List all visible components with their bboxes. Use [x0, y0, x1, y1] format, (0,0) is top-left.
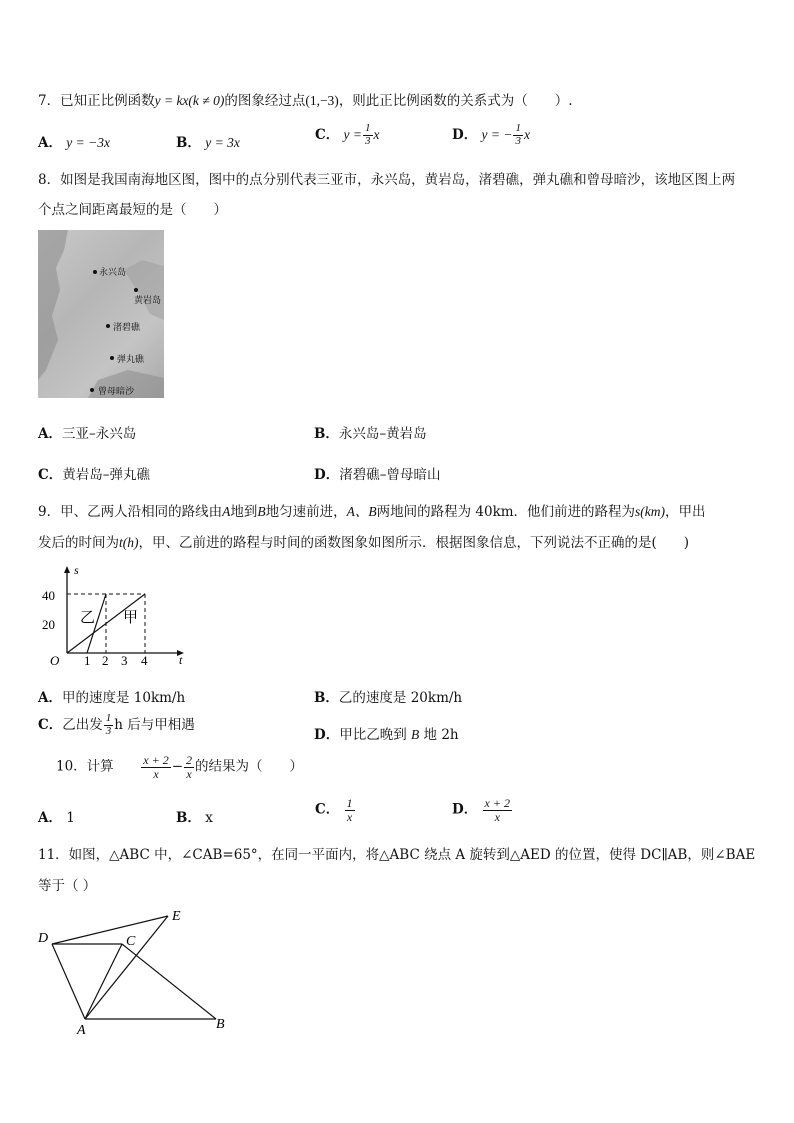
- graph-series-jia: 甲: [123, 610, 139, 626]
- q8-option-b-text: 永兴岛–黄岩岛: [338, 426, 427, 442]
- q9-option-d-var: B: [411, 727, 420, 742]
- q7-option-d-post: x: [523, 127, 530, 142]
- map-label-zengmu: 曾母暗沙: [98, 387, 135, 397]
- q9-stem-line2: [38, 531, 689, 551]
- q9-option-c-label: C．: [38, 717, 63, 733]
- q9-var-ab: A、B: [346, 504, 377, 519]
- q7-option-d-pre: y = −: [481, 127, 513, 142]
- q9-option-a-text: 甲的速度是 10km/h: [61, 690, 186, 706]
- q8-option-b: [314, 422, 427, 442]
- q10-stem: [56, 754, 303, 780]
- q10-option-b: [176, 806, 213, 826]
- q7-option-d-den: 3: [515, 135, 521, 147]
- q10-frac2-den: x: [186, 766, 192, 781]
- figure-label-e: E: [172, 909, 181, 924]
- map-label-huangyan: 黄岩岛: [134, 296, 162, 306]
- q7-option-c-pre: y =: [343, 127, 363, 142]
- graph-y-tick-40: 40: [42, 588, 55, 603]
- graph-y-tick-20: 20: [42, 617, 55, 632]
- figure-label-b: B: [216, 1017, 225, 1032]
- distance-time-graph: [38, 562, 188, 668]
- q9-option-d-label: D．: [314, 727, 340, 743]
- q8-option-d: [314, 463, 440, 483]
- q8-option-b-label: B．: [314, 426, 339, 442]
- rotation-triangle-figure: [30, 902, 240, 1036]
- q11-stem-line1: 11．如图，△ABC 中，∠CAB=65°，在同一平面内，将△ABC 绕点 A 旋转到△AED 的位置，使得 DC∥AB，则∠BAE: [38, 847, 756, 863]
- q7-option-b-expr: y = 3x: [205, 135, 240, 150]
- q7-option-c-fraction: [363, 123, 373, 147]
- q10-option-c-den: x: [346, 809, 353, 824]
- q7-option-d-num: 1: [515, 122, 521, 135]
- q7-stem-text-b: 的图象经过点: [224, 93, 306, 109]
- q9-text-h: ，甲、乙前进的路程与时间的函数图象如图所示．根据图象信息，下列说法不正确的是( ): [138, 535, 690, 551]
- q7-option-c: [315, 123, 380, 148]
- q8-option-c-label: C．: [38, 467, 63, 483]
- q10-option-b-label: B．: [176, 810, 201, 826]
- q10-frac2-num: 2: [186, 753, 193, 767]
- q9-option-d-post: 地 2h: [419, 727, 459, 743]
- figure-label-d: D: [38, 931, 49, 946]
- q8-option-c-text: 黄岩岛–弹丸礁: [62, 467, 150, 483]
- q9-option-c: [38, 713, 195, 738]
- q9-text-b: 地到: [230, 504, 258, 520]
- q7-option-d-label: D．: [452, 127, 478, 143]
- q8-stem-line1: 8．如图是我国南海地区图，图中的点分别代表三亚市，永兴岛，黄岩岛，渚碧礁，弹丸礁和曾母暗沙，该地区图上两: [38, 172, 736, 188]
- q9-stem-line1: [38, 500, 706, 520]
- q7-option-d: [452, 123, 530, 148]
- q10-fraction-2: [184, 754, 194, 780]
- map-label-zhubi: 渚碧礁: [113, 323, 141, 333]
- q8-option-d-text: 渚碧礁–曾母暗山: [339, 467, 441, 483]
- q10-option-c-num: 1: [346, 796, 353, 810]
- q10-option-d-label: D．: [452, 801, 478, 818]
- q7-stem-text-a: 7．已知正比例函数: [38, 93, 155, 109]
- map-label-danwan: 弹丸礁: [117, 355, 145, 365]
- q7-option-a: [38, 131, 110, 151]
- q9-option-a: [38, 686, 185, 706]
- graph-x-tick-3: 3: [121, 653, 128, 668]
- q9-text-e: 两地间的路程为 40km．他们前进的路程为: [376, 504, 636, 520]
- q9-option-c-fraction: [104, 713, 114, 737]
- q8-option-d-label: D．: [314, 467, 340, 483]
- q10-option-d-fraction: [483, 797, 512, 823]
- q8-option-a: [38, 422, 136, 442]
- graph-origin-label: O: [50, 653, 60, 668]
- graph-x-tick-1: 1: [84, 653, 91, 668]
- q9-option-c-den: 3: [105, 725, 112, 737]
- q9-option-b: [314, 686, 462, 706]
- q9-option-c-pre: 乙出发: [62, 717, 103, 733]
- q10-frac1-num: x + 2: [143, 753, 169, 767]
- q9-option-b-text: 乙的速度是 20km/h: [338, 690, 463, 706]
- q10-option-c-label: C．: [315, 801, 340, 818]
- q9-var-b: B: [257, 504, 266, 519]
- q10-option-c: [315, 797, 356, 823]
- q8-option-a-label: A．: [38, 426, 62, 442]
- q8-stem-line2: 个点之间距离最短的是（ ）: [38, 202, 227, 218]
- q11-stem-line2: 等于（ ）: [38, 878, 97, 894]
- q9-option-d-pre: 甲比乙晚到: [339, 727, 412, 743]
- q7-option-b-label: B．: [176, 135, 201, 151]
- q9-option-a-label: A．: [38, 690, 62, 706]
- q9-option-c-num: 1: [105, 712, 112, 725]
- graph-x-label: t: [179, 653, 183, 667]
- q9-text-f: ，甲出: [665, 504, 706, 520]
- q10-option-c-fraction: [345, 797, 355, 823]
- q7-function: y = kx(k ≠ 0): [154, 93, 225, 108]
- q9-option-c-post: h 后与甲相遇: [114, 717, 195, 733]
- q10-minus: −: [171, 758, 184, 775]
- q10-option-d-den: x: [494, 809, 500, 824]
- q7-stem-text-c: ，则此正比例函数的关系式为（ ）.: [338, 93, 573, 109]
- q7-option-d-fraction: [513, 123, 523, 147]
- q7-option-a-expr: y = −3x: [66, 135, 110, 150]
- graph-x-tick-4: 4: [141, 653, 148, 668]
- q9-option-b-label: B．: [314, 690, 339, 706]
- q8-option-c: [38, 463, 150, 483]
- figure-label-c: C: [126, 934, 136, 949]
- q9-text-c: 地匀速前进，: [265, 504, 347, 520]
- q7-option-c-post: x: [373, 127, 380, 142]
- graph-series-yi: 乙: [80, 610, 96, 626]
- q10-text-b: 的结果为（ ）: [195, 758, 304, 775]
- graph-y-label: s: [74, 563, 79, 577]
- graph-x-tick-2: 2: [102, 653, 109, 668]
- q7-option-c-num: 1: [365, 122, 371, 135]
- q10-option-a-text: 1: [66, 810, 75, 826]
- q10-frac1-den: x: [153, 766, 159, 781]
- q7-option-b: [176, 131, 240, 151]
- q9-option-d: [314, 723, 459, 743]
- q7-option-c-label: C．: [315, 127, 340, 143]
- q7-option-c-den: 3: [365, 135, 371, 147]
- q7-point: (1,−3): [305, 93, 339, 108]
- q7-option-a-label: A．: [38, 135, 62, 151]
- q10-option-b-text: x: [205, 810, 213, 826]
- south-china-sea-map: [38, 230, 164, 398]
- q10-fraction-1: [141, 754, 170, 780]
- q9-var-t: t(h): [119, 535, 139, 550]
- figure-label-a: A: [77, 1023, 86, 1036]
- q10-option-a-label: A．: [38, 810, 62, 826]
- q10-option-d-num: x + 2: [484, 796, 510, 810]
- q10-option-a: [38, 806, 75, 826]
- q9-var-a: A: [222, 504, 231, 519]
- map-label-yongxing: 永兴岛: [99, 268, 127, 278]
- q9-text-a: 9．甲、乙两人沿相同的路线由: [38, 504, 223, 520]
- q10-text-a: 10．计算: [56, 758, 114, 775]
- q9-text-g: 发后的时间为: [38, 535, 119, 551]
- q9-var-s: s(km): [635, 504, 666, 519]
- q8-option-a-text: 三亚–永兴岛: [61, 426, 137, 442]
- q7-stem: [38, 89, 573, 109]
- q10-option-d: [452, 797, 513, 823]
- map-graphic: [38, 230, 164, 398]
